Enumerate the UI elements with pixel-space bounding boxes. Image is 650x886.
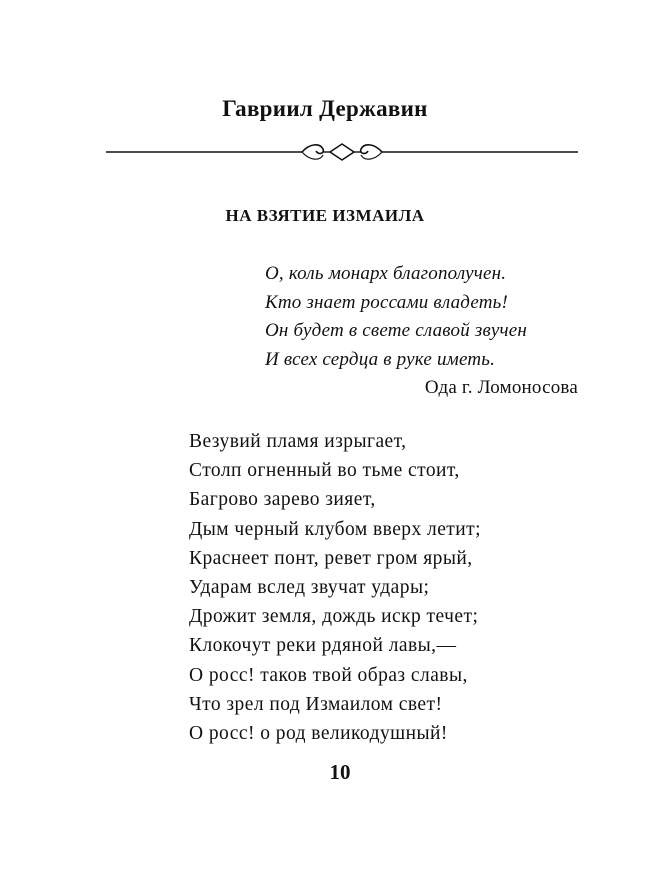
verse-line: Багрово зарево зияет, xyxy=(189,489,376,511)
verse-line: О росс! таков твой образ славы, xyxy=(189,664,468,686)
epigraph-line: О, коль монарх благополучен. xyxy=(265,263,507,284)
verse-line: О росс! о род великодушный! xyxy=(189,723,448,745)
poem-stanza xyxy=(189,427,589,748)
epigraph-line: Кто знает россами владеть! xyxy=(265,291,509,313)
epigraph-line: И всех сердца в руке иметь. xyxy=(265,348,496,370)
epigraph-line: Он будет в свете славой звучен xyxy=(265,320,528,341)
verse-line: Клокочут реки рдяной лавы,— xyxy=(189,635,457,657)
verse-line: Краснеет понт, ревет гром ярый, xyxy=(189,547,473,569)
verse-line: Дрожит земля, дождь искр течет; xyxy=(189,606,479,628)
page-number: 10 xyxy=(329,760,351,784)
verse-line: Столп огненный во тьме стоит, xyxy=(189,460,460,482)
verse-line: Везувий пламя изрыгает, xyxy=(189,431,407,452)
running-header-author: Гавриил Державин xyxy=(222,96,428,121)
ornamental-divider xyxy=(106,140,578,164)
verse-line: Дым черный клубом вверх летит; xyxy=(189,518,482,540)
epigraph xyxy=(265,260,585,374)
verse-line: Что зрел под Измаилом свет! xyxy=(189,693,443,715)
epigraph-source: Ода г. Ломоносова xyxy=(424,377,578,398)
poem-title: НА ВЗЯТИЕ ИЗМАИЛА xyxy=(225,206,425,225)
verse-line: Ударам вслед звучат удары; xyxy=(189,577,430,599)
